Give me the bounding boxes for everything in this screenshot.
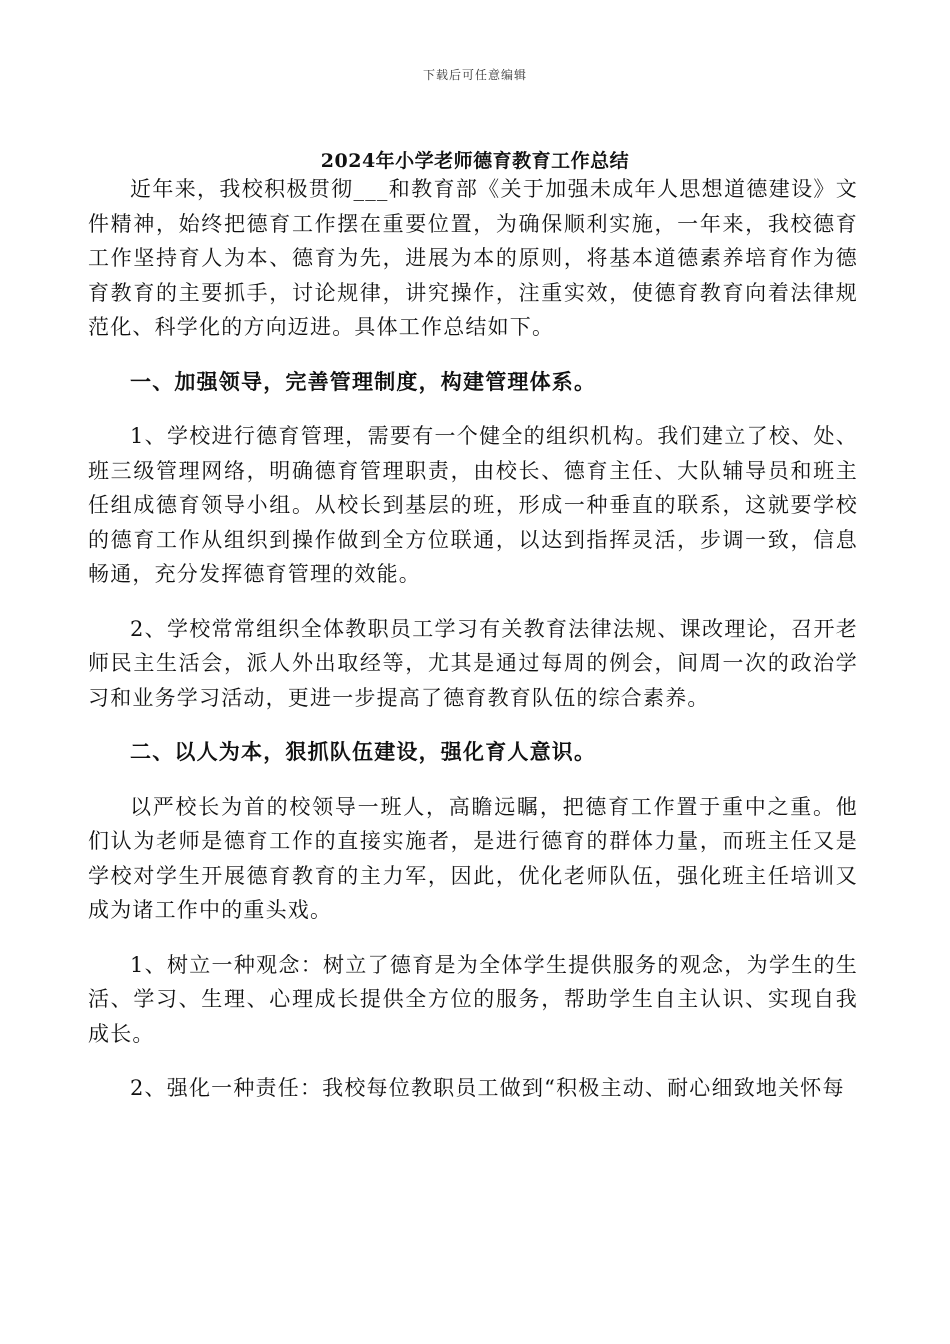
document-title: 2024年小学老师德育教育工作总结: [320, 150, 630, 172]
section-2-intro: 以严校长为首的校领导一班人，高瞻远瞩，把德育工作置于重中之重。他们认为老师是德育工作的直接实施者，是进行德育的群体力量，而班主任又是学校对学生开展德育教育的主力军，因此，优化老师队伍，强化班主任培训又成为诸工作中的重头戏。: [88, 794, 858, 922]
section-2-item-2: 2、强化一种责任：我校每位教职员工做到“积极主动、耐心细致地关怀每: [130, 1076, 845, 1100]
section-heading-2: 二、以人为本，狠抓队伍建设，强化育人意识。: [130, 739, 597, 764]
intro-paragraph: 近年来，我校积极贯彻___和教育部《关于加强未成年人思想道德建设》文件精神，始终把德育工作摆在重要位置，为确保顺利实施，一年来，我校德育工作坚持育人为本、德育为先，进展为本的原则，将基本道德素养培育作为德育教育的主要抓手，讨论规律，讲究操作，注重实效，使德育教育向着法律规范化、科学化的方向迈进。具体工作总结如下。: [88, 177, 858, 339]
document-body: [88, 172, 858, 1126]
header-note: 下载后可任意编辑: [422, 68, 527, 82]
section-2-item-1: 1、树立一种观念：树立了德育是为全体学生提供服务的观念，为学生的生活、学习、生理、心理成长提供全方位的服务，帮助学生自主认识、实现自我成长。: [88, 952, 858, 1046]
section-heading-1: 一、加强领导，完善管理制度，构建管理体系。: [130, 368, 597, 394]
section-1-item-1: 1、学校进行德育管理，需要有一个健全的组织机构。我们建立了校、处、班三级管理网络，明确德育管理职责，由校长、德育主任、大队辅导员和班主任组成德育领导小组。从校长到基层的班，形成一种垂直的联系，这就要学校的德育工作从组织到操作做到全方位联通，以达到指挥灵活，步调一致，信息畅通，充分发挥德育管理的效能。: [88, 424, 858, 586]
section-1-item-2: 2、学校常常组织全体教职员工学习有关教育法律法规、课改理论，召开老师民主生活会，派人外出取经等，尤其是通过每周的例会，间周一次的政治学习和业务学习活动，更进一步提高了德育教育队伍的综合素养。: [88, 616, 858, 710]
